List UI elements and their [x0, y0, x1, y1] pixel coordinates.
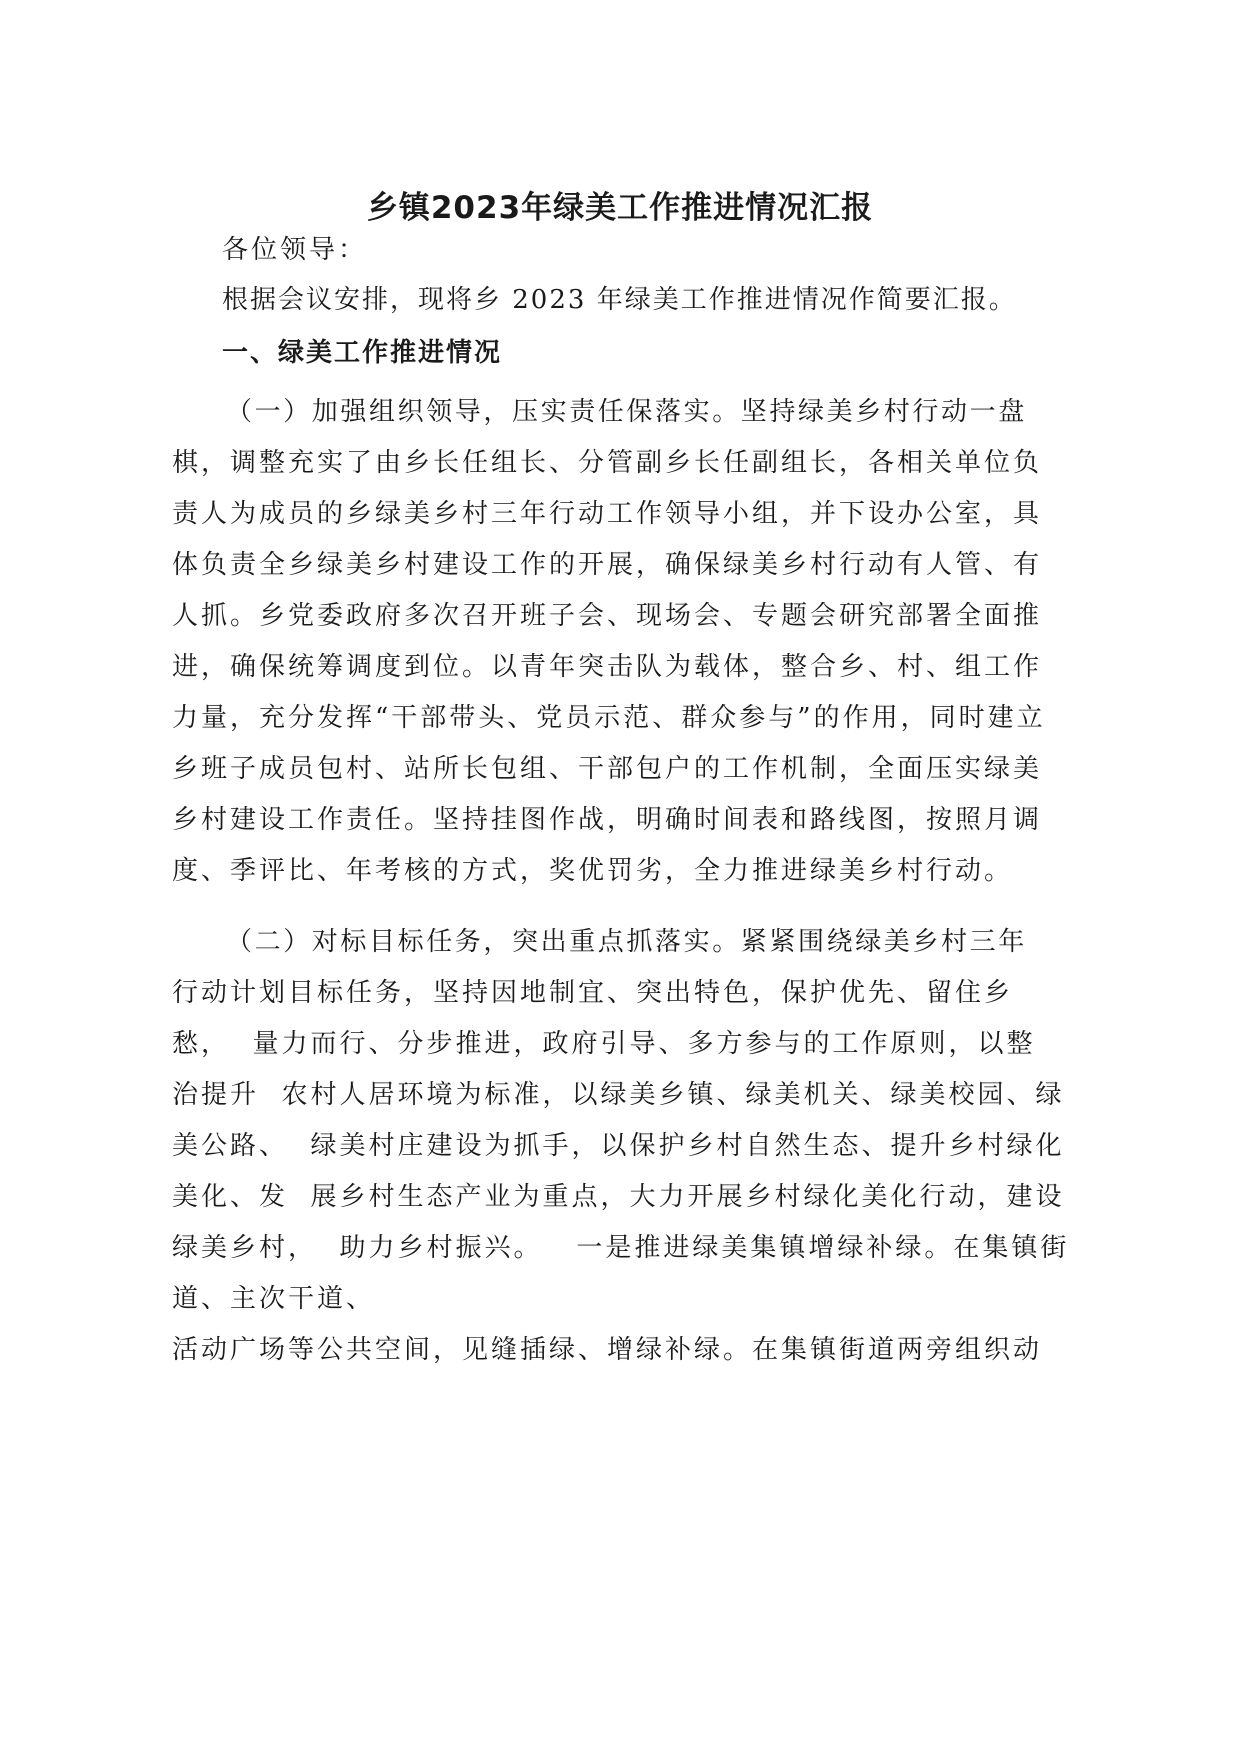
paragraph-line: 治提升 农村人居环境为标准，以绿美乡镇、绿美机关、绿美校园、绿	[172, 1080, 1065, 1110]
paragraph-line: 愁， 量力而行、分步推进，政府引导、多方参与的工作原则，以整	[172, 1029, 1036, 1059]
paragraph-line: （二）对标目标任务，突出重点抓落实。紧紧围绕绿美乡村三年	[226, 927, 1027, 957]
paragraph-line: 乡村建设工作责任。坚持挂图作战，明确时间表和路线图，按照月调	[172, 805, 1043, 835]
paragraph-line: 责人为成员的乡绿美乡村三年行动工作领导小组，并下设办公室，具	[172, 499, 1043, 529]
document-title: 乡镇2023年绿美工作推进情况汇报	[366, 190, 874, 226]
paragraph-line: （一）加强组织领导，压实责任保落实。坚持绿美乡村行动一盘	[226, 397, 1027, 427]
section-heading: 一、绿美工作推进情况	[222, 338, 503, 368]
paragraph-line: 乡班子成员包村、站所长包组、干部包户的工作机制，全面压实绿美	[172, 754, 1043, 784]
paragraph-line: 行动计划目标任务，坚持因地制宜、突出特色，保护优先、留住乡	[172, 978, 1014, 1008]
paragraph-line: 棋，调整充实了由乡长任组长、分管副乡长任副组长，各相关单位负	[172, 448, 1043, 478]
paragraph-line: 活动广场等公共空间，见缝插绿、增绿补绿。在集镇街道两旁组织动	[172, 1335, 1043, 1365]
intro-paragraph: 根据会议安排，现将乡 2023 年绿美工作推进情况作简要汇报。	[222, 285, 1017, 315]
salutation: 各位领导：	[222, 235, 368, 265]
paragraph-line: 力量，充分发挥“干部带头、党员示范、群众参与”的作用，同时建立	[172, 703, 1046, 733]
paragraph-line: 绿美乡村， 助力乡村振兴。 一是推进绿美集镇增绿补绿。在集镇街	[172, 1233, 1070, 1263]
paragraph-line: 进，确保统筹调度到位。以青年突击队为载体，整合乡、村、组工作	[172, 652, 1043, 682]
paragraph-line: 人抓。乡党委政府多次召开班子会、现场会、专题会研究部署全面推	[172, 601, 1043, 631]
paragraph-line: 道、主次干道、	[172, 1284, 376, 1314]
paragraph-line: 美化、发 展乡村生态产业为重点，大力开展乡村绿化美化行动，建设	[172, 1182, 1065, 1212]
paragraph-line: 度、季评比、年考核的方式，奖优罚劣，全力推进绿美乡村行动。	[172, 856, 1014, 886]
paragraph-line: 美公路、 绿美村庄建设为抓手，以保护乡村自然生态、提升乡村绿化	[172, 1131, 1065, 1161]
paragraph-line: 体负责全乡绿美乡村建设工作的开展，确保绿美乡村行动有人管、有	[172, 550, 1043, 580]
